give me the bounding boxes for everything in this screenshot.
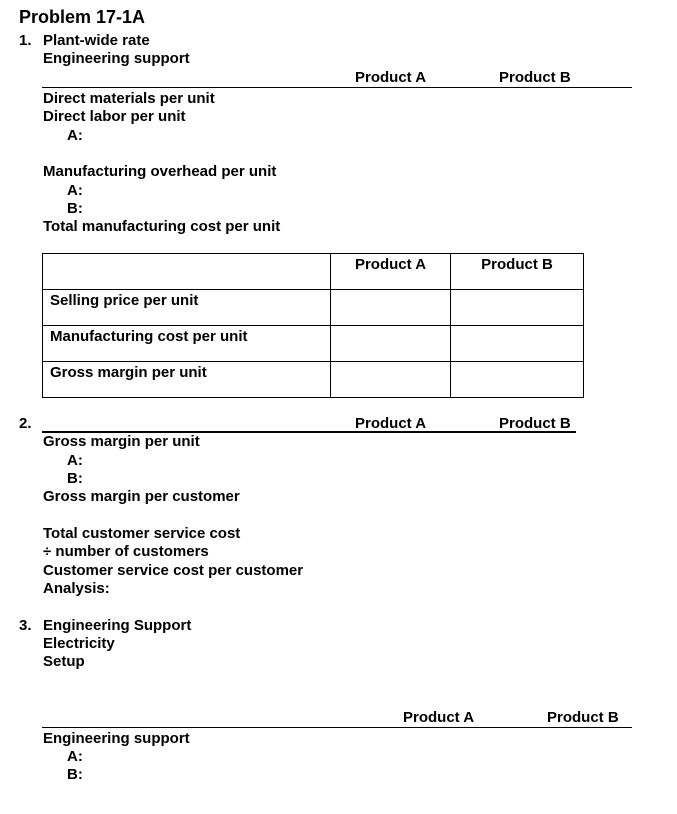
gross-margin-table	[42, 253, 584, 398]
part1-row-direct-materials: Direct materials per unit	[43, 90, 215, 107]
table-row	[43, 326, 584, 362]
part2-row-a: A:	[67, 452, 83, 469]
part1-subheading: Engineering support	[43, 50, 190, 67]
table-row	[43, 362, 584, 398]
table-cell-a[interactable]	[331, 326, 451, 362]
part3-row-engineering-support: Engineering support	[43, 730, 190, 747]
part2-row-total-service-cost: Total customer service cost	[43, 525, 241, 542]
part2-number: 2.	[19, 415, 32, 432]
part2-row-analysis: Analysis:	[43, 580, 110, 597]
table-cell-a[interactable]	[331, 362, 451, 398]
table-col-a-header: Product A	[331, 254, 451, 290]
table-col-b-header: Product B	[451, 254, 584, 290]
part1-row-total-cost: Total manufacturing cost per unit	[43, 218, 281, 235]
part1-row-overhead: Manufacturing overhead per unit	[43, 163, 277, 180]
part2-row-number-customers: ÷ number of customers	[43, 543, 209, 560]
table-cell-b[interactable]	[451, 362, 584, 398]
part3-col-b-header: Product B	[547, 709, 619, 726]
table-cell-a[interactable]	[331, 290, 451, 326]
part2-col-a-header: Product A	[355, 415, 427, 432]
part3-header-rule	[42, 727, 632, 728]
part1-row-overhead-b: B:	[67, 200, 83, 217]
part1-header-rule	[42, 87, 632, 88]
part1-col-b-header: Product B	[499, 69, 571, 86]
part2-row-b: B:	[67, 470, 83, 487]
table-row-label: Selling price per unit	[43, 290, 331, 326]
table-header-blank	[43, 254, 331, 290]
part3-number: 3.	[19, 617, 32, 634]
part1-row-direct-labor: Direct labor per unit	[43, 108, 186, 125]
part3-item-engineering: Engineering Support	[43, 617, 192, 634]
part1-row-overhead-a: A:	[67, 182, 83, 199]
part1-col-a-header: Product A	[355, 69, 427, 86]
table-cell-b[interactable]	[451, 290, 584, 326]
part2-row-gm-per-customer: Gross margin per customer	[43, 488, 240, 505]
table-cell-b[interactable]	[451, 326, 584, 362]
table-row-label: Manufacturing cost per unit	[43, 326, 331, 362]
part2-row-gross-margin: Gross margin per unit	[43, 433, 200, 450]
part3-item-setup: Setup	[43, 653, 85, 670]
part2-row-service-cost-per-customer: Customer service cost per customer	[43, 562, 304, 579]
page-title: Problem 17-1A	[19, 7, 146, 27]
table-row	[43, 290, 584, 326]
part2-col-b-header: Product B	[499, 415, 571, 432]
part3-row-b: B:	[67, 766, 83, 783]
part1-row-labor-a: A:	[67, 127, 83, 144]
part1-heading: Plant-wide rate	[43, 32, 150, 49]
part3-item-electricity: Electricity	[43, 635, 115, 652]
part3-row-a: A:	[67, 748, 83, 765]
table-header-row	[43, 254, 584, 290]
part3-col-a-header: Product A	[403, 709, 475, 726]
part1-number: 1.	[19, 32, 32, 49]
table-row-label: Gross margin per unit	[43, 362, 331, 398]
